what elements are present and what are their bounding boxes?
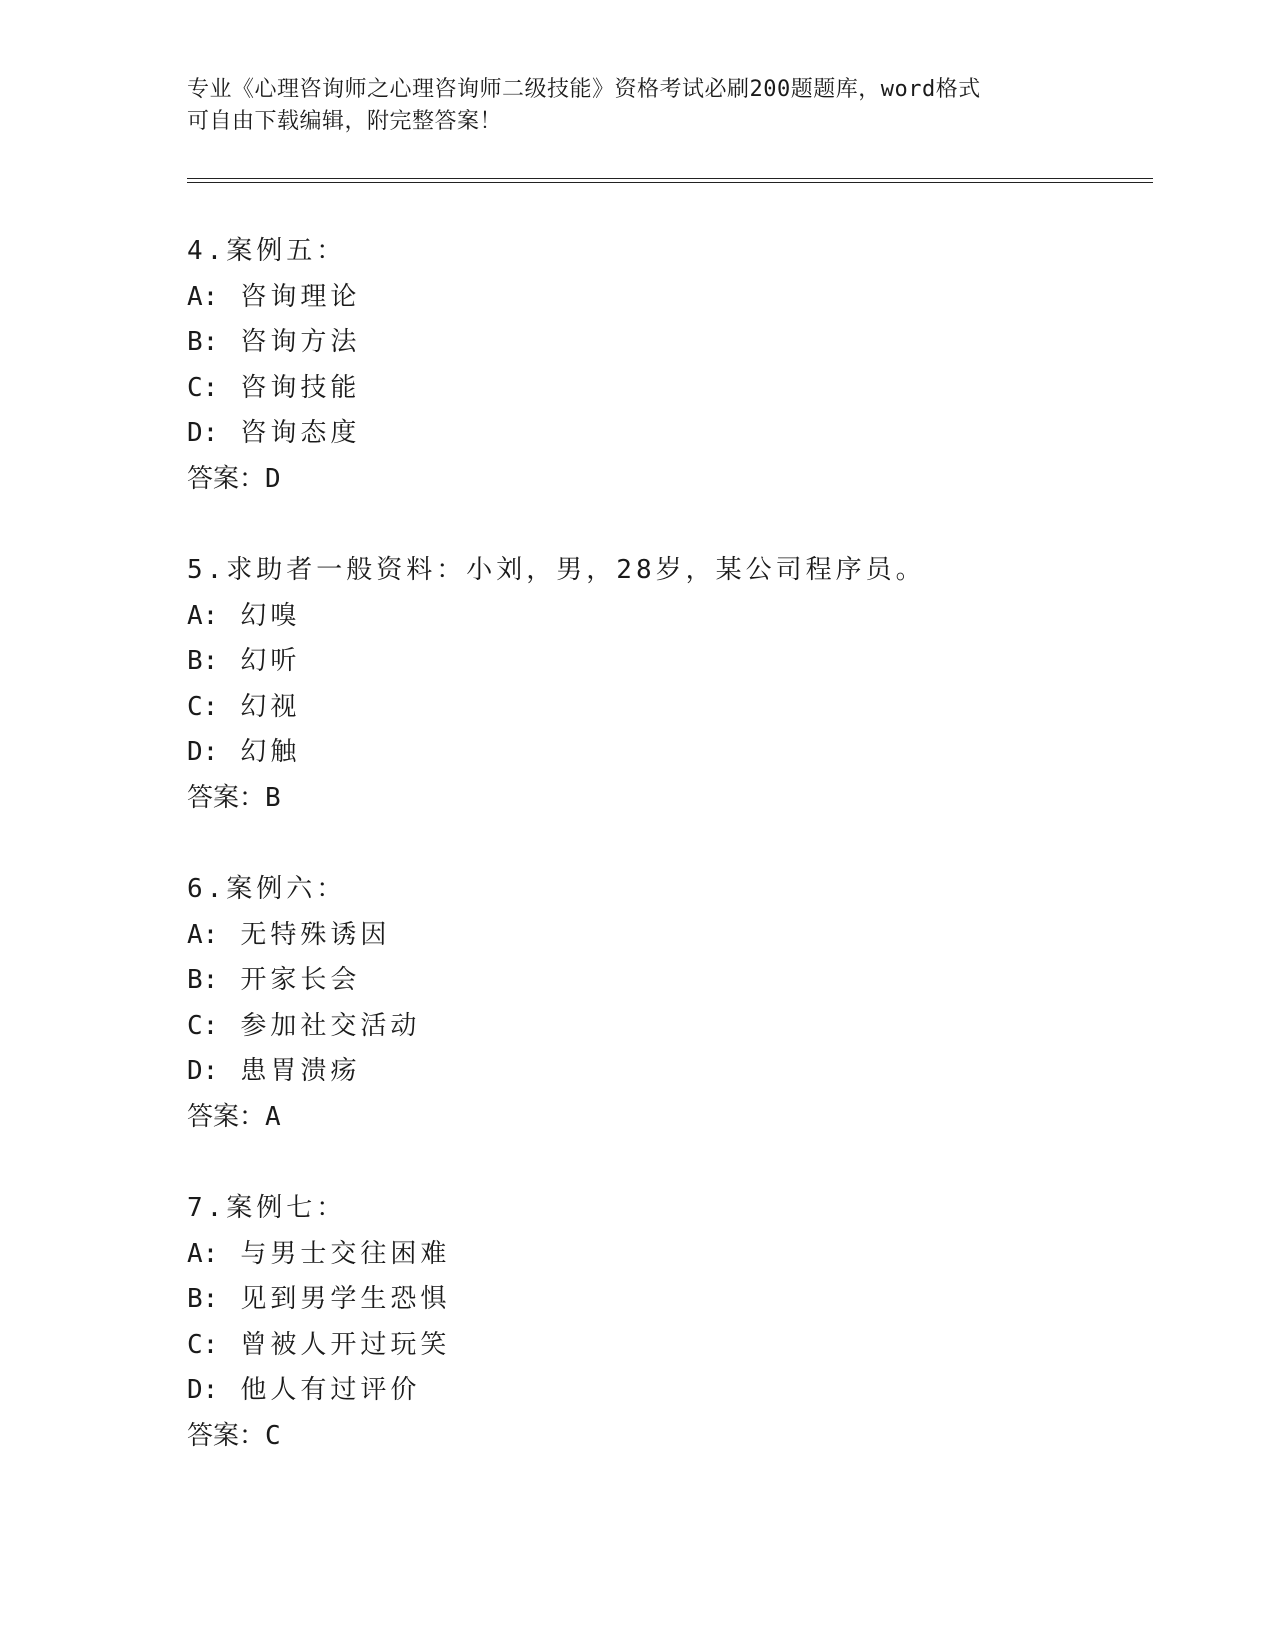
option-b (187, 958, 1187, 1004)
option-text: 见到男学生恐惧 (240, 1284, 451, 1315)
option-letter: A: (187, 281, 219, 312)
answer-label: 答案： (187, 1420, 266, 1451)
question-block (187, 548, 1187, 822)
question-stem: 6.案例六： (187, 874, 347, 904)
option-letter: D: (187, 737, 219, 768)
option-letter: D: (187, 1375, 219, 1406)
option-letter: B: (187, 1284, 219, 1315)
question-block (187, 867, 1187, 1141)
option-a (187, 275, 1187, 321)
option-letter: D: (187, 418, 219, 449)
option-text: 他人有过评价 (240, 1375, 421, 1406)
option-letter: A: (187, 600, 219, 631)
answer-value: A (265, 1101, 281, 1132)
option-b (187, 639, 1187, 685)
option-text: 患胃溃疡 (240, 1056, 361, 1087)
answer-line (187, 457, 1187, 503)
option-a (187, 913, 1187, 959)
option-letter: C: (187, 1329, 219, 1360)
option-text: 咨询态度 (240, 418, 361, 449)
option-letter: C: (187, 1010, 219, 1041)
option-letter: D: (187, 1056, 219, 1087)
option-letter: B: (187, 965, 219, 996)
option-text: 无特殊诱因 (240, 919, 391, 950)
header-divider-top (187, 178, 1153, 179)
option-text: 开家长会 (240, 965, 361, 996)
answer-value: D (265, 463, 281, 494)
option-c (187, 366, 1187, 412)
option-b (187, 1277, 1187, 1323)
answer-value: B (265, 782, 281, 813)
option-letter: A: (187, 919, 219, 950)
question-block (187, 1186, 1187, 1460)
option-d (187, 1368, 1187, 1414)
option-text: 幻视 (240, 691, 301, 722)
option-letter: C: (187, 691, 219, 722)
option-text: 咨询理论 (240, 281, 361, 312)
answer-label: 答案： (187, 782, 266, 813)
answer-line (187, 1095, 1187, 1141)
option-text: 与男士交往困难 (240, 1238, 451, 1269)
option-letter: A: (187, 1238, 219, 1269)
answer-value: C (265, 1420, 281, 1451)
option-text: 幻听 (240, 646, 301, 677)
option-c (187, 1004, 1187, 1050)
option-d (187, 1049, 1187, 1095)
header-line-2: 可自由下载编辑，附完整答案！ (187, 109, 503, 134)
option-d (187, 730, 1187, 776)
option-d (187, 411, 1187, 457)
option-letter: B: (187, 646, 219, 677)
question-block (187, 229, 1187, 503)
option-text: 咨询技能 (240, 372, 361, 403)
answer-line (187, 776, 1187, 822)
option-text: 幻触 (240, 737, 301, 768)
header-divider-bottom (187, 182, 1153, 183)
answer-label: 答案： (187, 463, 266, 494)
option-a (187, 1232, 1187, 1278)
question-stem: 5.求助者一般资料：小刘，男，28岁，某公司程序员。 (187, 555, 926, 585)
option-letter: C: (187, 372, 219, 403)
answer-label: 答案： (187, 1101, 266, 1132)
option-text: 幻嗅 (240, 600, 301, 631)
option-text: 参加社交活动 (240, 1010, 421, 1041)
option-letter: B: (187, 327, 219, 358)
document-header (187, 74, 1087, 138)
option-c (187, 685, 1187, 731)
option-text: 曾被人开过玩笑 (240, 1329, 451, 1360)
option-a (187, 594, 1187, 640)
question-stem: 4.案例五： (187, 236, 347, 266)
option-c (187, 1323, 1187, 1369)
answer-line (187, 1414, 1187, 1460)
option-text: 咨询方法 (240, 327, 361, 358)
header-line-1: 专业《心理咨询师之心理咨询师二级技能》资格考试必刷200题题库，word格式 (187, 77, 981, 102)
question-stem: 7.案例七： (187, 1193, 347, 1223)
option-b (187, 320, 1187, 366)
